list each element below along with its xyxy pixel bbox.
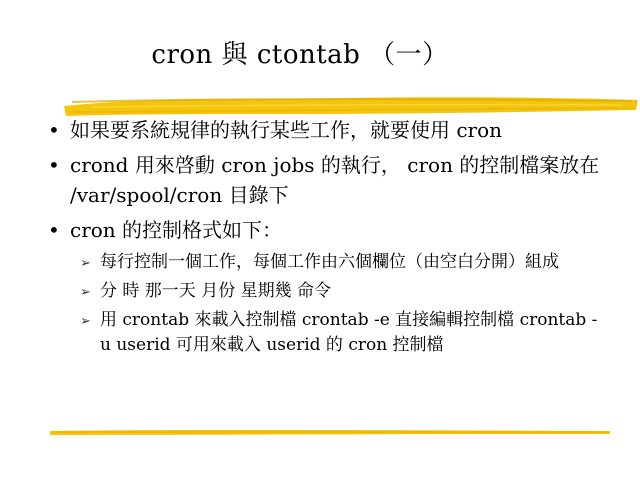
- bullet-dot-icon: •: [48, 218, 60, 242]
- subbullet-item: [78, 250, 604, 275]
- bullet-dot-icon: •: [48, 118, 60, 142]
- bullet-text: cron 的控制格式如下：: [70, 218, 283, 242]
- bullet-dot-icon: •: [48, 153, 60, 177]
- slide-title: cron 與 ctontab （一）: [151, 40, 449, 70]
- subbullet-item: [78, 308, 604, 358]
- bullet-text: 如果要系統規律的執行某些工作，就要使用 cron: [70, 118, 503, 142]
- subbullet-text: 用 crontab 來載入控制檔 crontab -e 直接編輯控制檔 crontab -u userid 可用來載入 userid 的 cron 控制檔: [100, 310, 598, 355]
- subbullet-item: [78, 279, 604, 304]
- bullet-item: [44, 115, 604, 145]
- arrow-bullet-icon: ➢: [80, 314, 91, 329]
- subbullet-text: 分 時 那一天 月份 星期幾 命令: [100, 281, 332, 301]
- subbullet-text: 每行控制一個工作，每個工作由六個欄位（由空白分開）組成: [100, 252, 559, 272]
- bullet-text: crond 用來啓動 cron jobs 的執行， cron 的控制檔案放在 /var/spool/cron 目錄下: [70, 153, 600, 207]
- footer-divider-brush: [50, 427, 610, 437]
- arrow-bullet-icon: ➢: [80, 256, 91, 271]
- bullet-item: [44, 150, 604, 210]
- arrow-bullet-icon: ➢: [80, 285, 91, 300]
- bullet-item: [44, 215, 604, 245]
- slide-content: [44, 115, 604, 362]
